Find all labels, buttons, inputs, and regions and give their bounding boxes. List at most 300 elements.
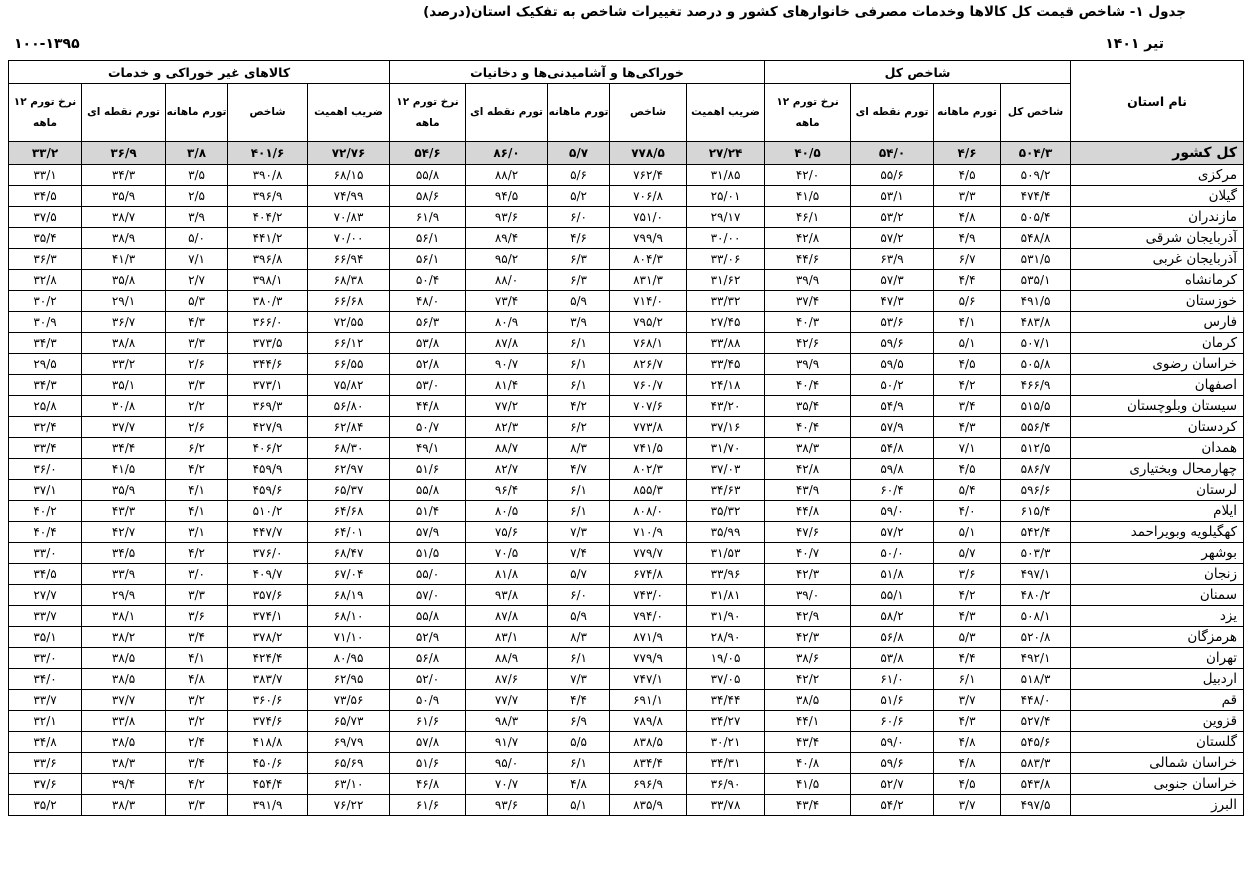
value-cell: ۳۸/۱ bbox=[82, 606, 166, 627]
value-cell: ۳۴/۴ bbox=[82, 438, 166, 459]
value-cell: ۳۳/۸ bbox=[82, 711, 166, 732]
value-cell: ۴۲/۹ bbox=[765, 606, 851, 627]
value-cell: ۷۱۰/۹ bbox=[610, 522, 687, 543]
value-cell: ۶۰/۶ bbox=[851, 711, 934, 732]
table-row bbox=[9, 333, 1244, 354]
value-cell: ۴۱/۳ bbox=[82, 249, 166, 270]
value-cell: ۸۹/۴ bbox=[466, 228, 548, 249]
table-row bbox=[9, 753, 1244, 774]
subheader-food-index: شاخص bbox=[610, 84, 687, 142]
value-cell: ۵۲۷/۴ bbox=[1001, 711, 1071, 732]
value-cell: ۵/۳ bbox=[934, 627, 1001, 648]
value-cell: ۵۸/۲ bbox=[851, 606, 934, 627]
value-cell: ۳۸/۳ bbox=[82, 753, 166, 774]
table-row bbox=[9, 396, 1244, 417]
value-cell: ۵۷/۲ bbox=[851, 228, 934, 249]
value-cell: ۳/۳ bbox=[166, 333, 228, 354]
table-row bbox=[9, 438, 1244, 459]
value-cell: ۲۹/۹ bbox=[82, 585, 166, 606]
value-cell: ۳۴/۸ bbox=[9, 732, 82, 753]
value-cell: ۵۹/۶ bbox=[851, 333, 934, 354]
value-cell: ۶۹۱/۱ bbox=[610, 690, 687, 711]
value-cell: ۶۷/۰۴ bbox=[308, 564, 390, 585]
value-cell: ۵۵/۱ bbox=[851, 585, 934, 606]
table-row bbox=[9, 165, 1244, 186]
value-cell: ۳۹۶/۹ bbox=[228, 186, 308, 207]
value-cell: ۴۱/۵ bbox=[765, 774, 851, 795]
value-cell: ۴۸۰/۲ bbox=[1001, 585, 1071, 606]
value-cell: ۳/۳ bbox=[166, 795, 228, 816]
value-cell: ۳۸/۵ bbox=[765, 690, 851, 711]
group-header-food: خوراکی‌ها و آشامیدنی‌ها و دخانیات bbox=[390, 61, 765, 84]
province-name: همدان bbox=[1071, 438, 1244, 459]
value-cell: ۵۹/۰ bbox=[851, 732, 934, 753]
value-cell: ۴۰/۴ bbox=[9, 522, 82, 543]
value-cell: ۶۷۴/۸ bbox=[610, 564, 687, 585]
value-cell: ۷۶۲/۴ bbox=[610, 165, 687, 186]
value-cell: ۶۲/۹۵ bbox=[308, 669, 390, 690]
value-cell: ۶/۱ bbox=[548, 753, 610, 774]
value-cell: ۵۷/۹ bbox=[851, 417, 934, 438]
value-cell: ۳۹۰/۸ bbox=[228, 165, 308, 186]
value-cell: ۴۱/۵ bbox=[82, 459, 166, 480]
value-cell: ۵۰۴/۳ bbox=[1001, 142, 1071, 165]
value-cell: ۶۴/۰۱ bbox=[308, 522, 390, 543]
subheader-nonfood-pointwise: تورم نقطه ای bbox=[82, 84, 166, 142]
table-row bbox=[9, 585, 1244, 606]
value-cell: ۴۱۸/۸ bbox=[228, 732, 308, 753]
value-cell: ۳۱/۶۲ bbox=[687, 270, 765, 291]
value-cell: ۵۳/۸ bbox=[390, 333, 466, 354]
value-cell: ۳۳/۱ bbox=[9, 165, 82, 186]
value-cell: ۵۰۳/۳ bbox=[1001, 543, 1071, 564]
value-cell: ۷۸۹/۸ bbox=[610, 711, 687, 732]
value-cell: ۵۴۸/۸ bbox=[1001, 228, 1071, 249]
value-cell: ۳۳/۶ bbox=[9, 753, 82, 774]
value-cell: ۵/۲ bbox=[548, 186, 610, 207]
value-cell: ۳۷۸/۲ bbox=[228, 627, 308, 648]
province-name: کل کشور bbox=[1071, 142, 1244, 165]
value-cell: ۶۶/۹۴ bbox=[308, 249, 390, 270]
value-cell: ۵۵/۸ bbox=[390, 606, 466, 627]
value-cell: ۴/۸ bbox=[934, 732, 1001, 753]
value-cell: ۴۰۹/۷ bbox=[228, 564, 308, 585]
value-cell: ۵/۴ bbox=[934, 480, 1001, 501]
value-cell: ۳/۷ bbox=[934, 795, 1001, 816]
value-cell: ۳/۸ bbox=[166, 142, 228, 165]
value-cell: ۵۰۷/۱ bbox=[1001, 333, 1071, 354]
value-cell: ۷۰/۵ bbox=[466, 543, 548, 564]
value-cell: ۶/۰ bbox=[548, 207, 610, 228]
value-cell: ۴۰۶/۲ bbox=[228, 438, 308, 459]
table-row bbox=[9, 795, 1244, 816]
province-name: لرستان bbox=[1071, 480, 1244, 501]
value-cell: ۵۸/۶ bbox=[390, 186, 466, 207]
value-cell: ۴۴۷/۷ bbox=[228, 522, 308, 543]
value-cell: ۲/۵ bbox=[166, 186, 228, 207]
value-cell: ۸۸/۷ bbox=[466, 438, 548, 459]
value-cell: ۴/۴ bbox=[934, 270, 1001, 291]
value-cell: ۴/۳ bbox=[934, 711, 1001, 732]
value-cell: ۶۵/۷۳ bbox=[308, 711, 390, 732]
value-cell: ۳۶/۷ bbox=[82, 312, 166, 333]
value-cell: ۷۶/۲۲ bbox=[308, 795, 390, 816]
value-cell: ۳۴/۵ bbox=[9, 564, 82, 585]
value-cell: ۶۳/۱۰ bbox=[308, 774, 390, 795]
value-cell: ۷۴۷/۱ bbox=[610, 669, 687, 690]
subheader-food-monthly: تورم ماهانه bbox=[548, 84, 610, 142]
value-cell: ۳۵/۸ bbox=[82, 270, 166, 291]
value-cell: ۶۴/۶۸ bbox=[308, 501, 390, 522]
value-cell: ۸۲/۷ bbox=[466, 459, 548, 480]
value-cell: ۳۳/۷ bbox=[9, 606, 82, 627]
value-cell: ۳/۶ bbox=[166, 606, 228, 627]
value-cell: ۵۱/۶ bbox=[851, 690, 934, 711]
province-name: ایلام bbox=[1071, 501, 1244, 522]
province-name: گلستان bbox=[1071, 732, 1244, 753]
value-cell: ۵/۶ bbox=[548, 165, 610, 186]
value-cell: ۶/۱ bbox=[548, 354, 610, 375]
value-cell: ۳۵/۳۲ bbox=[687, 501, 765, 522]
value-cell: ۷۷۳/۸ bbox=[610, 417, 687, 438]
value-cell: ۷۲/۵۵ bbox=[308, 312, 390, 333]
value-cell: ۴۶/۸ bbox=[390, 774, 466, 795]
value-cell: ۴۲۴/۴ bbox=[228, 648, 308, 669]
value-cell: ۲/۴ bbox=[166, 732, 228, 753]
table-row bbox=[9, 228, 1244, 249]
report-date: تیر ۱۴۰۱ bbox=[1105, 36, 1164, 52]
value-cell: ۳۹/۰ bbox=[765, 585, 851, 606]
value-cell: ۳۳/۲ bbox=[82, 354, 166, 375]
value-cell: ۳/۴ bbox=[166, 627, 228, 648]
value-cell: ۵۲/۷ bbox=[851, 774, 934, 795]
value-cell: ۳۲/۸ bbox=[9, 270, 82, 291]
value-cell: ۴۷/۳ bbox=[851, 291, 934, 312]
value-cell: ۶/۱ bbox=[548, 333, 610, 354]
value-cell: ۸۷/۸ bbox=[466, 606, 548, 627]
value-cell: ۲۷/۲۴ bbox=[687, 142, 765, 165]
value-cell: ۷۷۸/۵ bbox=[610, 142, 687, 165]
value-cell: ۵۱/۸ bbox=[851, 564, 934, 585]
value-cell: ۳۱/۷۰ bbox=[687, 438, 765, 459]
table-row bbox=[9, 522, 1244, 543]
province-name: مازندران bbox=[1071, 207, 1244, 228]
table-row bbox=[9, 480, 1244, 501]
value-cell: ۳۴/۰ bbox=[9, 669, 82, 690]
value-cell: ۷/۳ bbox=[548, 522, 610, 543]
value-cell: ۷۰۶/۸ bbox=[610, 186, 687, 207]
value-cell: ۳/۷ bbox=[934, 690, 1001, 711]
value-cell: ۴۴/۸ bbox=[765, 501, 851, 522]
value-cell: ۵۴۳/۸ bbox=[1001, 774, 1071, 795]
value-cell: ۵/۱ bbox=[548, 795, 610, 816]
value-cell: ۴۴۸/۰ bbox=[1001, 690, 1071, 711]
value-cell: ۹۸/۳ bbox=[466, 711, 548, 732]
value-cell: ۳۶/۳ bbox=[9, 249, 82, 270]
value-cell: ۴/۳ bbox=[166, 312, 228, 333]
value-cell: ۴۲/۳ bbox=[765, 564, 851, 585]
value-cell: ۶/۷ bbox=[934, 249, 1001, 270]
value-cell: ۳/۶ bbox=[934, 564, 1001, 585]
value-cell: ۳۵۷/۶ bbox=[228, 585, 308, 606]
value-cell: ۳/۰ bbox=[166, 564, 228, 585]
value-cell: ۳۲/۴ bbox=[9, 417, 82, 438]
table-row bbox=[9, 501, 1244, 522]
value-cell: ۶۲/۸۴ bbox=[308, 417, 390, 438]
table-row bbox=[9, 627, 1244, 648]
value-cell: ۵۱/۴ bbox=[390, 501, 466, 522]
value-cell: ۷/۳ bbox=[548, 669, 610, 690]
value-cell: ۶۸/۱۵ bbox=[308, 165, 390, 186]
value-cell: ۳۵/۴ bbox=[765, 396, 851, 417]
value-cell: ۶۸/۱۹ bbox=[308, 585, 390, 606]
value-cell: ۵۶/۱ bbox=[390, 228, 466, 249]
table-row bbox=[9, 207, 1244, 228]
value-cell: ۳۸/۹ bbox=[82, 228, 166, 249]
value-cell: ۳۷/۰۵ bbox=[687, 669, 765, 690]
value-cell: ۳۱/۸۱ bbox=[687, 585, 765, 606]
value-cell: ۴۰/۲ bbox=[9, 501, 82, 522]
table-row bbox=[9, 375, 1244, 396]
value-cell: ۵/۷ bbox=[934, 543, 1001, 564]
value-cell: ۳۷/۱۶ bbox=[687, 417, 765, 438]
country-total-row bbox=[9, 142, 1244, 165]
value-cell: ۴۳/۹ bbox=[765, 480, 851, 501]
province-name: کردستان bbox=[1071, 417, 1244, 438]
value-cell: ۴۷۴/۴ bbox=[1001, 186, 1071, 207]
value-cell: ۳۳/۷ bbox=[9, 690, 82, 711]
subheader-nonfood-monthly: تورم ماهانه bbox=[166, 84, 228, 142]
table-row bbox=[9, 690, 1244, 711]
value-cell: ۳۴/۵ bbox=[82, 543, 166, 564]
value-cell: ۶۸/۳۰ bbox=[308, 438, 390, 459]
value-cell: ۴/۵ bbox=[934, 354, 1001, 375]
value-cell: ۴۸/۰ bbox=[390, 291, 466, 312]
value-cell: ۴/۵ bbox=[934, 774, 1001, 795]
value-cell: ۴/۱ bbox=[166, 501, 228, 522]
value-cell: ۳۵/۲ bbox=[9, 795, 82, 816]
table-row bbox=[9, 606, 1244, 627]
value-cell: ۵۳/۲ bbox=[851, 207, 934, 228]
value-cell: ۷/۱ bbox=[934, 438, 1001, 459]
value-cell: ۳۷/۷ bbox=[82, 690, 166, 711]
province-name: آذربایجان شرقی bbox=[1071, 228, 1244, 249]
value-cell: ۲۹/۱۷ bbox=[687, 207, 765, 228]
province-name: قزوین bbox=[1071, 711, 1244, 732]
province-name: کرمان bbox=[1071, 333, 1244, 354]
value-cell: ۳۴/۴۴ bbox=[687, 690, 765, 711]
subheader-nonfood-weight: ضریب اهمیت bbox=[308, 84, 390, 142]
value-cell: ۳۱/۵۳ bbox=[687, 543, 765, 564]
value-cell: ۳۴۴/۶ bbox=[228, 354, 308, 375]
value-cell: ۴۴/۶ bbox=[765, 249, 851, 270]
value-cell: ۳۴/۵ bbox=[9, 186, 82, 207]
value-cell: ۸۷/۶ bbox=[466, 669, 548, 690]
province-name: سمنان bbox=[1071, 585, 1244, 606]
value-cell: ۴۹/۱ bbox=[390, 438, 466, 459]
value-cell: ۷۴/۹۹ bbox=[308, 186, 390, 207]
value-cell: ۵۵/۶ bbox=[851, 165, 934, 186]
value-cell: ۵۹/۰ bbox=[851, 501, 934, 522]
value-cell: ۸۳/۱ bbox=[466, 627, 548, 648]
value-cell: ۵۷/۰ bbox=[390, 585, 466, 606]
value-cell: ۵۸۳/۳ bbox=[1001, 753, 1071, 774]
value-cell: ۵۵۶/۴ bbox=[1001, 417, 1071, 438]
value-cell: ۵۶/۳ bbox=[390, 312, 466, 333]
value-cell: ۵۱۵/۵ bbox=[1001, 396, 1071, 417]
value-cell: ۲۵/۰۱ bbox=[687, 186, 765, 207]
value-cell: ۵۰۵/۴ bbox=[1001, 207, 1071, 228]
table-row bbox=[9, 774, 1244, 795]
value-cell: ۹۶/۴ bbox=[466, 480, 548, 501]
value-cell: ۸۸/۰ bbox=[466, 270, 548, 291]
subheader-general-index: شاخص کل bbox=[1001, 84, 1071, 142]
value-cell: ۵/۵ bbox=[548, 732, 610, 753]
value-cell: ۷۹۴/۰ bbox=[610, 606, 687, 627]
value-cell: ۵۹/۵ bbox=[851, 354, 934, 375]
value-cell: ۷۲/۷۶ bbox=[308, 142, 390, 165]
table-body bbox=[9, 142, 1244, 816]
value-cell: ۷۰/۸۳ bbox=[308, 207, 390, 228]
group-header-nonfood: کالاهای غیر خوراکی و خدمات bbox=[9, 61, 390, 84]
value-cell: ۴۲/۰ bbox=[765, 165, 851, 186]
value-cell: ۳۸۳/۷ bbox=[228, 669, 308, 690]
value-cell: ۵۴۵/۶ bbox=[1001, 732, 1071, 753]
value-cell: ۳۷/۴ bbox=[765, 291, 851, 312]
value-cell: ۳/۴ bbox=[166, 753, 228, 774]
value-cell: ۵۹/۶ bbox=[851, 753, 934, 774]
value-cell: ۴۹۷/۵ bbox=[1001, 795, 1071, 816]
value-cell: ۳۷۳/۱ bbox=[228, 375, 308, 396]
subheader-nonfood-index: شاخص bbox=[228, 84, 308, 142]
value-cell: ۸/۳ bbox=[548, 627, 610, 648]
value-cell: ۳/۳ bbox=[166, 375, 228, 396]
province-header: نام استان bbox=[1071, 61, 1244, 142]
value-cell: ۷۹۹/۹ bbox=[610, 228, 687, 249]
value-cell: ۴/۲ bbox=[166, 459, 228, 480]
value-cell: ۳۹/۴ bbox=[82, 774, 166, 795]
value-cell: ۴۶۶/۹ bbox=[1001, 375, 1071, 396]
value-cell: ۳۴/۳ bbox=[9, 333, 82, 354]
value-cell: ۵۴/۹ bbox=[851, 396, 934, 417]
value-cell: ۲۵/۸ bbox=[9, 396, 82, 417]
value-cell: ۳۸/۸ bbox=[82, 333, 166, 354]
value-cell: ۵/۳ bbox=[166, 291, 228, 312]
province-name: بوشهر bbox=[1071, 543, 1244, 564]
value-cell: ۲۹/۵ bbox=[9, 354, 82, 375]
value-cell: ۸۶/۰ bbox=[466, 142, 548, 165]
value-cell: ۴۹۷/۱ bbox=[1001, 564, 1071, 585]
value-cell: ۴/۲ bbox=[166, 774, 228, 795]
value-cell: ۳۳/۴۵ bbox=[687, 354, 765, 375]
table-row bbox=[9, 249, 1244, 270]
value-cell: ۳/۲ bbox=[166, 690, 228, 711]
province-name: آذربایجان غربی bbox=[1071, 249, 1244, 270]
value-cell: ۷/۴ bbox=[548, 543, 610, 564]
value-cell: ۶/۱ bbox=[548, 648, 610, 669]
value-cell: ۴/۲ bbox=[934, 585, 1001, 606]
value-cell: ۵۳۱/۵ bbox=[1001, 249, 1071, 270]
value-cell: ۵/۱ bbox=[934, 333, 1001, 354]
province-name: فارس bbox=[1071, 312, 1244, 333]
value-cell: ۴۰/۵ bbox=[765, 142, 851, 165]
value-cell: ۸۸/۹ bbox=[466, 648, 548, 669]
value-cell: ۴۱/۵ bbox=[765, 186, 851, 207]
value-cell: ۳۹۱/۹ bbox=[228, 795, 308, 816]
value-cell: ۳۱/۸۵ bbox=[687, 165, 765, 186]
value-cell: ۴/۱ bbox=[934, 312, 1001, 333]
value-cell: ۵/۷ bbox=[548, 564, 610, 585]
value-cell: ۴۲۷/۹ bbox=[228, 417, 308, 438]
value-cell: ۵۰۵/۸ bbox=[1001, 354, 1071, 375]
province-name: هرمزگان bbox=[1071, 627, 1244, 648]
value-cell: ۱۹/۰۵ bbox=[687, 648, 765, 669]
value-cell: ۳۷/۰۳ bbox=[687, 459, 765, 480]
value-cell: ۵۷/۳ bbox=[851, 270, 934, 291]
value-cell: ۳۳/۸۸ bbox=[687, 333, 765, 354]
value-cell: ۶/۱ bbox=[548, 375, 610, 396]
value-cell: ۶/۳ bbox=[548, 270, 610, 291]
province-name: اردبیل bbox=[1071, 669, 1244, 690]
value-cell: ۳۲/۱ bbox=[9, 711, 82, 732]
value-cell: ۵۰/۷ bbox=[390, 417, 466, 438]
value-cell: ۳۳/۷۸ bbox=[687, 795, 765, 816]
value-cell: ۵/۹ bbox=[548, 291, 610, 312]
table-row bbox=[9, 459, 1244, 480]
value-cell: ۴۵۰/۶ bbox=[228, 753, 308, 774]
value-cell: ۳/۴ bbox=[934, 396, 1001, 417]
value-cell: ۵۶/۸ bbox=[390, 648, 466, 669]
value-cell: ۸۰۸/۰ bbox=[610, 501, 687, 522]
value-cell: ۶۰/۴ bbox=[851, 480, 934, 501]
value-cell: ۳۶/۰ bbox=[9, 459, 82, 480]
value-cell: ۵۴/۶ bbox=[390, 142, 466, 165]
value-cell: ۴۲/۸ bbox=[765, 459, 851, 480]
value-cell: ۲/۶ bbox=[166, 417, 228, 438]
value-cell: ۵۸۶/۷ bbox=[1001, 459, 1071, 480]
value-cell: ۳۶/۹ bbox=[82, 142, 166, 165]
value-cell: ۵۴/۲ bbox=[851, 795, 934, 816]
value-cell: ۳۷۴/۶ bbox=[228, 711, 308, 732]
value-cell: ۵۱۲/۵ bbox=[1001, 438, 1071, 459]
value-cell: ۶۸/۱۰ bbox=[308, 606, 390, 627]
value-cell: ۵۲۰/۸ bbox=[1001, 627, 1071, 648]
value-cell: ۵۳۵/۱ bbox=[1001, 270, 1071, 291]
value-cell: ۴/۴ bbox=[548, 690, 610, 711]
value-cell: ۳۶۶/۰ bbox=[228, 312, 308, 333]
value-cell: ۳۵/۹ bbox=[82, 186, 166, 207]
value-cell: ۴۵۹/۶ bbox=[228, 480, 308, 501]
value-cell: ۴/۳ bbox=[934, 606, 1001, 627]
value-cell: ۸۷۱/۹ bbox=[610, 627, 687, 648]
value-cell: ۲/۲ bbox=[166, 396, 228, 417]
value-cell: ۳۶۹/۳ bbox=[228, 396, 308, 417]
value-cell: ۹۳/۸ bbox=[466, 585, 548, 606]
value-cell: ۶/۲ bbox=[548, 417, 610, 438]
value-cell: ۷۴۱/۵ bbox=[610, 438, 687, 459]
value-cell: ۷۵/۶ bbox=[466, 522, 548, 543]
value-cell: ۶۸/۳۸ bbox=[308, 270, 390, 291]
value-cell: ۵۷/۸ bbox=[390, 732, 466, 753]
value-cell: ۵۰۸/۱ bbox=[1001, 606, 1071, 627]
value-cell: ۴۰/۸ bbox=[765, 753, 851, 774]
value-cell: ۷۴۳/۰ bbox=[610, 585, 687, 606]
value-cell: ۳۱/۹۰ bbox=[687, 606, 765, 627]
province-name: خراسان جنوبی bbox=[1071, 774, 1244, 795]
value-cell: ۵۳/۸ bbox=[851, 648, 934, 669]
value-cell: ۸۱/۸ bbox=[466, 564, 548, 585]
province-name: خراسان رضوی bbox=[1071, 354, 1244, 375]
